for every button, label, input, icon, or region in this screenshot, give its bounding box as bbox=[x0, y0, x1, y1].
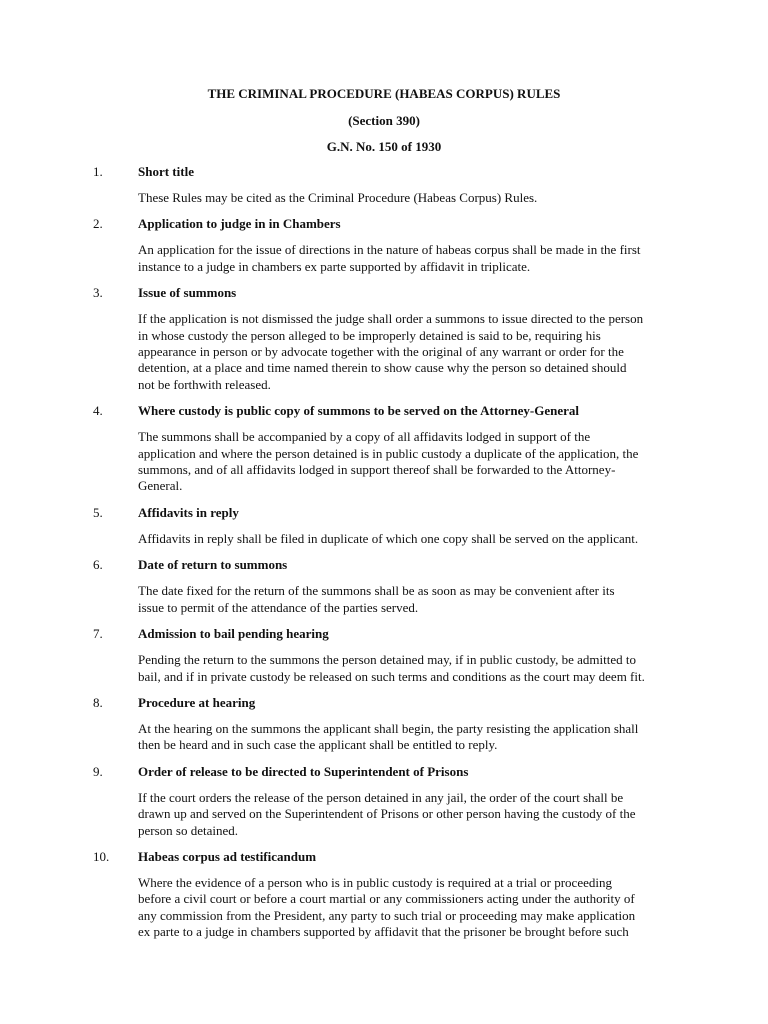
rule-text-line: Affidavits in reply shall be filed in duplicate of which one copy shall be served on the applicant. bbox=[138, 530, 639, 546]
rule-heading bbox=[0, 403, 768, 419]
rule-body bbox=[138, 531, 678, 547]
rule-text-line: appearance in person or by advocate together with the original of any warrant or order for the bbox=[138, 344, 624, 360]
rule-section bbox=[0, 557, 768, 616]
rule-number: 6. bbox=[93, 557, 103, 573]
rule-heading bbox=[0, 626, 768, 642]
rule-text-line: If the court orders the release of the person detained in any jail, the order of the court shall be bbox=[138, 789, 624, 805]
rule-text-line: in whose custody the person alleged to be improperly detained is said to be, requiring his bbox=[138, 327, 601, 343]
rule-text-line: These Rules may be cited as the Criminal Procedure (Habeas Corpus) Rules. bbox=[138, 190, 538, 205]
rule-text-line: If the application is not dismissed the judge shall order a summons to issue directed to the person bbox=[138, 311, 644, 327]
document-section: (Section 390) bbox=[348, 113, 420, 128]
rule-title: Date of return to summons bbox=[138, 557, 288, 573]
rule-section bbox=[0, 695, 768, 754]
rule-title: Order of release to be directed to Superintendent of Prisons bbox=[138, 763, 469, 779]
rule-text-line: An application for the issue of directions in the nature of habeas corpus shall be made in the first bbox=[138, 242, 641, 258]
rule-title: Issue of summons bbox=[138, 285, 237, 301]
rule-section bbox=[0, 626, 768, 685]
rule-number: 4. bbox=[93, 403, 103, 419]
rule-body bbox=[138, 190, 678, 206]
rule-number: 8. bbox=[93, 694, 103, 710]
rule-text-line: instance to a judge in chambers ex parte supported by affidavit in triplicate. bbox=[138, 258, 531, 274]
rule-heading bbox=[0, 849, 768, 865]
rule-heading bbox=[0, 557, 768, 573]
rule-heading bbox=[0, 764, 768, 780]
rules-list bbox=[0, 164, 768, 951]
rule-text-line: At the hearing on the summons the applicant shall begin, the party resisting the application shall bbox=[138, 720, 639, 736]
rule-number: 3. bbox=[93, 285, 103, 301]
rule-heading bbox=[0, 164, 768, 180]
document-title: THE CRIMINAL PROCEDURE (HABEAS CORPUS) RULES bbox=[207, 86, 561, 101]
rule-text-line: any commission from the President, any party to such trial or proceeding may make application bbox=[138, 907, 636, 923]
rule-number: 2. bbox=[93, 216, 103, 232]
rule-body bbox=[138, 875, 678, 941]
rule-number: 9. bbox=[93, 763, 103, 779]
rule-text-line: then be heard and in such case the applicant shall be entitled to reply. bbox=[138, 737, 498, 753]
rule-section bbox=[0, 164, 768, 206]
rule-text-line: General. bbox=[138, 478, 183, 494]
rule-text-line: person so detained. bbox=[138, 822, 239, 838]
rule-body bbox=[138, 242, 678, 275]
rule-title: Where custody is public copy of summons to be served on the Attorney-General bbox=[138, 403, 580, 419]
rule-text-line: not be forthwith released. bbox=[138, 376, 271, 392]
rule-number: 5. bbox=[93, 504, 103, 520]
rule-body bbox=[138, 311, 678, 393]
rule-text-line: drawn up and served on the Superintendent of Prisons or other person having the custody of the bbox=[138, 806, 636, 822]
document-gn-number: G.N. No. 150 of 1930 bbox=[326, 139, 442, 154]
rule-text-line: The summons shall be accompanied by a copy of all affidavits lodged in support of the bbox=[138, 429, 591, 445]
rule-text-line: issue to permit of the attendance of the parties served. bbox=[138, 599, 419, 615]
rule-body bbox=[138, 790, 678, 839]
rule-heading bbox=[0, 216, 768, 232]
rule-text-line: The date fixed for the return of the summons shall be as soon as may be convenient after its bbox=[138, 583, 615, 599]
rule-heading bbox=[0, 695, 768, 711]
rule-section bbox=[0, 849, 768, 941]
rule-text-line: Pending the return to the summons the person detained may, if in public custody, be admitted to bbox=[138, 652, 636, 668]
rule-body bbox=[138, 652, 678, 685]
rule-body bbox=[138, 429, 678, 495]
rule-number: 7. bbox=[93, 626, 103, 642]
rule-text-line: Where the evidence of a person who is in public custody is required at a trial or proceeding bbox=[138, 874, 612, 890]
rule-title: Short title bbox=[138, 164, 194, 179]
rule-section bbox=[0, 505, 768, 547]
rule-title: Application to judge in in Chambers bbox=[138, 216, 341, 232]
rule-title: Affidavits in reply bbox=[138, 504, 239, 520]
rule-title: Habeas corpus ad testificandum bbox=[138, 848, 317, 864]
rule-number: 1. bbox=[93, 164, 103, 179]
rule-number: 10. bbox=[93, 848, 110, 864]
rule-heading bbox=[0, 505, 768, 521]
rule-section bbox=[0, 285, 768, 393]
rule-section bbox=[0, 216, 768, 275]
rule-title: Admission to bail pending hearing bbox=[138, 626, 329, 642]
rule-text-line: bail, and if in private custody be released on such terms and conditions as the court may deem fit. bbox=[138, 668, 645, 684]
rule-text-line: ex parte to a judge in chambers supported by affidavit that the prisoner be brought before such bbox=[138, 924, 629, 940]
rule-text-line: summons, and of all affidavits lodged in support thereof shall be forwarded to the Attorney- bbox=[138, 462, 616, 478]
rule-text-line: application and where the person detained is in public custody a duplicate of the application, the bbox=[138, 445, 639, 461]
rule-text-line: detention, at a place and time named therein to show cause why the person so detained should bbox=[138, 360, 627, 376]
rule-text-line: before a civil court or before a court martial or any commissioners acting under the authority of bbox=[138, 891, 635, 907]
rule-title: Procedure at hearing bbox=[138, 694, 256, 710]
rule-body bbox=[138, 721, 678, 754]
rule-section bbox=[0, 764, 768, 839]
rule-body bbox=[138, 583, 678, 616]
rule-heading bbox=[0, 285, 768, 301]
rule-section bbox=[0, 403, 768, 495]
